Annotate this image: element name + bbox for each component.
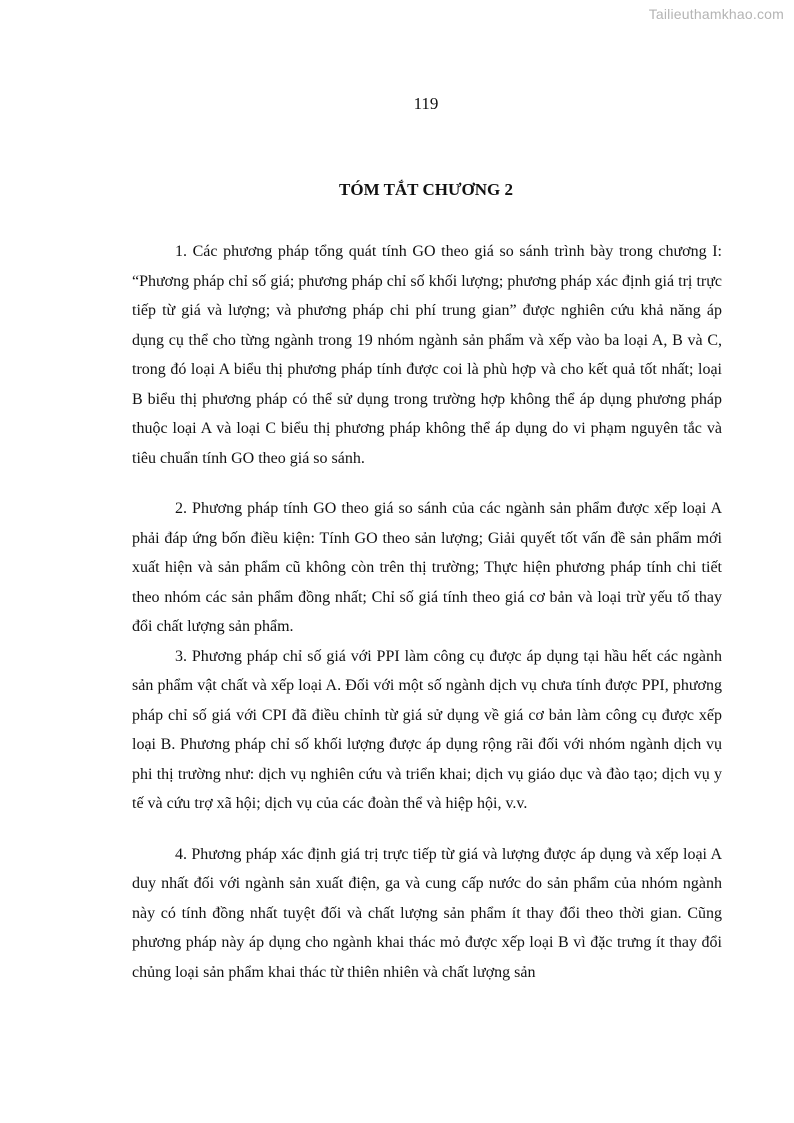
watermark-text: Tailieuthamkhao.com [648,6,784,22]
page-number: 119 [413,94,439,113]
paragraph-3: 3. Phương pháp chỉ số giá với PPI làm công cụ được áp dụng tại hầu hết các ngành sản phẩm vật chất và xếp loại A. Đối với một số ngành dịch vụ chưa tính được PPI, phương pháp chỉ số giá với CPI đã điều chỉnh từ giá sử dụng về giá cơ bản làm công cụ được xếp loại B. Phương pháp chỉ số khối lượng được áp dụng rộng rãi đối với nhóm ngành dịch vụ phi thị trường như: dịch vụ nghiên cứu và triển khai; dịch vụ giáo dục và đào tạo; dịch vụ y tế và cứu trợ xã hội; dịch vụ của các đoàn thể và hiệp hội, v.v. [132,647,722,812]
chapter-title: TÓM TẮT CHƯƠNG 2 [339,180,513,199]
body-text [132,237,722,987]
paragraph-4: 4. Phương pháp xác định giá trị trực tiếp từ giá và lượng được áp dụng và xếp loại A duy nhất đối với ngành sản xuất điện, ga và cung cấp nước do sản phẩm của nhóm ngành này có tính đồng nhất tuyệt đối và chất lượng sản phẩm ít thay đổi theo thời gian. Cũng phương pháp này áp dụng cho ngành khai thác mỏ được xếp loại B vì đặc trưng ít thay đổi chủng loại sản phẩm khai thác từ thiên nhiên và chất lượng sản [132,845,722,981]
paragraph-1: 1. Các phương pháp tổng quát tính GO theo giá so sánh trình bày trong chương I: “Phương pháp chỉ số giá; phương pháp chỉ số khối lượng; phương pháp xác định giá trị trực tiếp từ giá và lượng; và phương pháp chi phí trung gian” được nghiên cứu khả năng áp dụng cụ thể cho từng ngành trong 19 nhóm ngành sản phẩm và xếp vào ba loại A, B và C, trong đó loại A biểu thị phương pháp tính được coi là phù hợp và cho kết quả tốt nhất; loại B biểu thị phương pháp có thể sử dụng trong trường hợp không thể áp dụng phương pháp thuộc loại A và loại C biểu thị phương pháp không thể áp dụng do vi phạm nguyên tắc và tiêu chuẩn tính GO theo giá so sánh. [132,243,722,467]
paragraph-2: 2. Phương pháp tính GO theo giá so sánh của các ngành sản phẩm được xếp loại A phải đáp ứng bốn điều kiện: Tính GO theo sản lượng; Giải quyết tốt vấn đề sản phẩm mới xuất hiện và sản phẩm cũ không còn trên thị trường; Thực hiện phương pháp tính chi tiết theo nhóm các sản phẩm đồng nhất; Chỉ số giá tính theo giá cơ bản và loại trừ yếu tố thay đổi chất lượng sản phẩm. [132,500,722,635]
